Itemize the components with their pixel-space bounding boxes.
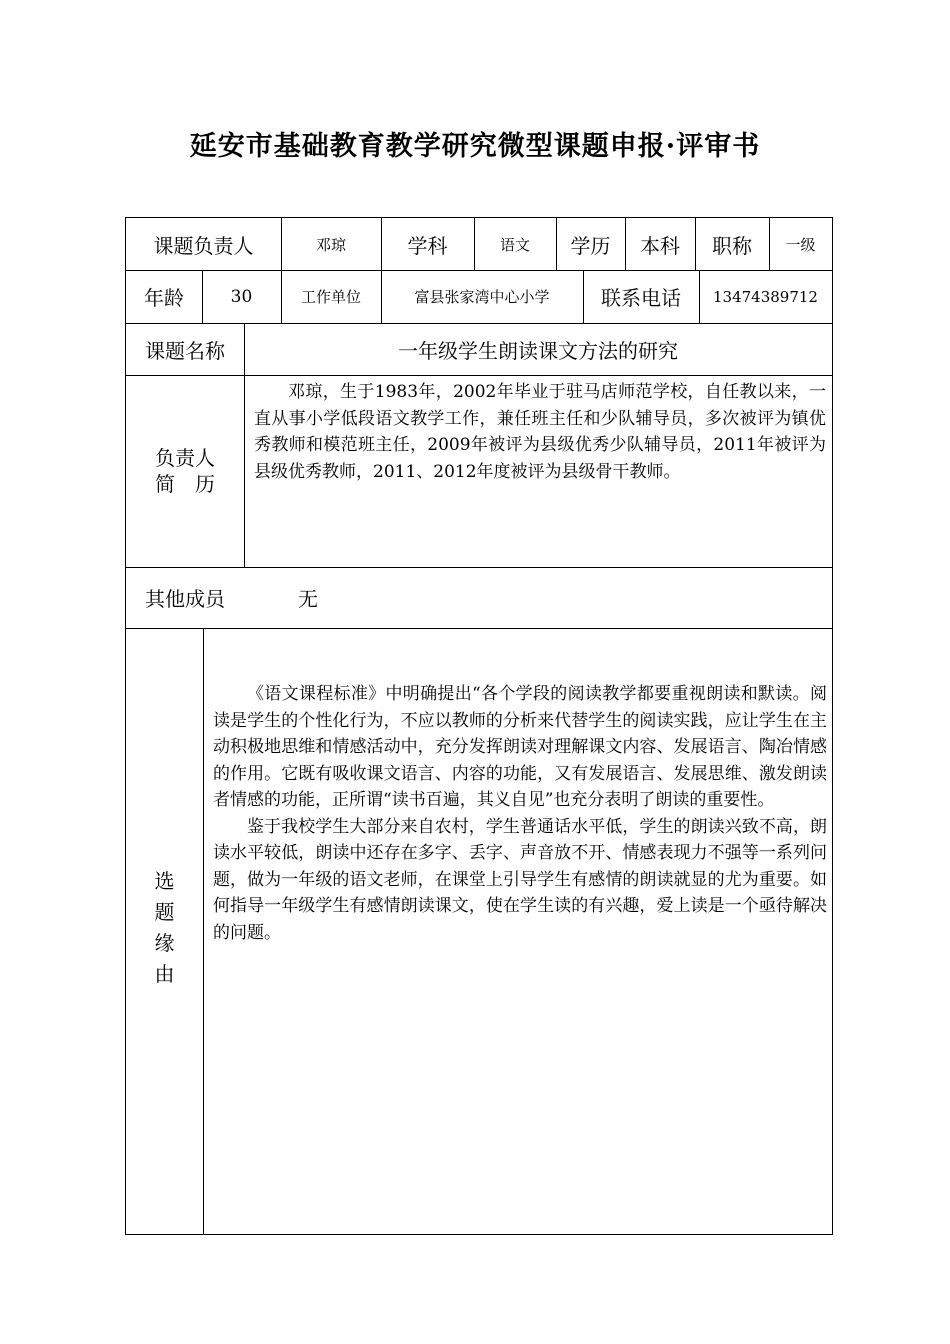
- members-label: 其他成员: [145, 587, 225, 611]
- rank-label: 职称: [712, 233, 752, 258]
- rank-value: 一级: [785, 235, 816, 254]
- reason-label: [126, 863, 203, 993]
- row-divider: [126, 628, 832, 629]
- resume-label-line1: 负责人: [155, 446, 215, 470]
- reason-label-char: 选: [154, 869, 175, 893]
- phone-label: 联系电话: [601, 286, 681, 310]
- members-value: 无: [298, 587, 318, 611]
- unit-value: 富县张家湾中心小学: [414, 288, 550, 306]
- education-label: 学历: [570, 233, 611, 258]
- resume-paragraph: 邓琼，生于1983年，2002年毕业于驻马店师范学校，自任教以来，一直从事小学低段语文教学工作，兼任班主任和少队辅导员，多次被评为镇优秀教师和模范班主任，2009年被评为县级优秀少队辅导员，2011年被评为县级优秀教师，2011、2012年度被评为县级骨干教师。: [254, 382, 826, 482]
- resume-label-line2: 简 历: [155, 472, 215, 496]
- reason-text: [213, 681, 827, 946]
- unit-label: 工作单位: [300, 288, 361, 306]
- leader-label: 课题负责人: [153, 233, 254, 258]
- age-value: 30: [230, 286, 253, 307]
- leader-value: 邓琼: [315, 235, 346, 254]
- reason-label-char: 题: [154, 900, 175, 924]
- reason-paragraph: 鉴于我校学生大部分来自农村，学生普通话水平低，学生的朗读兴致不高，朗读水平较低，朗读中还存在多字、丢字、声音放不开、情感表现力不强等一系列问题，做为一年级的语文老师，在课堂上引导学生有感情的朗读就显的尤为重要。如何指导一年级学生有感情朗读课文，使在学生读的有兴趣，爱上读是一个亟待解决的问题。: [213, 816, 827, 943]
- document-title: 延安市基础教育教学研究微型课题申报·评审书: [189, 131, 761, 162]
- topic-value: 一年级学生朗读课文方法的研究: [398, 338, 678, 363]
- subject-value: 语文: [499, 235, 530, 254]
- col-divider: [203, 628, 204, 1234]
- reason-label-char: 由: [154, 962, 175, 986]
- application-form-table: [125, 217, 833, 1235]
- age-label: 年龄: [144, 286, 184, 310]
- phone-value: 13474389712: [713, 287, 818, 306]
- reason-paragraph: 《语文课程标准》中明确提出“各个学段的阅读教学都要重视朗读和默读。阅读是学生的个性化行为，不应以教师的分析来代替学生的阅读实践，应让学生在主动积极地思维和情感活动中，充分发挥朗读对理解课文内容、发展语言、陶冶情感的作用。它既有吸收课文语言、内容的功能，又有发展语言、发展思维、激发朗读者情感的功能，正所谓“读书百遍，其义自见”也充分表明了朗读的重要性。: [213, 684, 827, 810]
- education-value: 本科: [640, 233, 680, 258]
- reason-label-char: 缘: [154, 931, 175, 955]
- subject-label: 学科: [407, 233, 448, 258]
- resume-label: [126, 375, 244, 567]
- resume-text: [254, 379, 826, 485]
- topic-label: 课题名称: [145, 338, 225, 363]
